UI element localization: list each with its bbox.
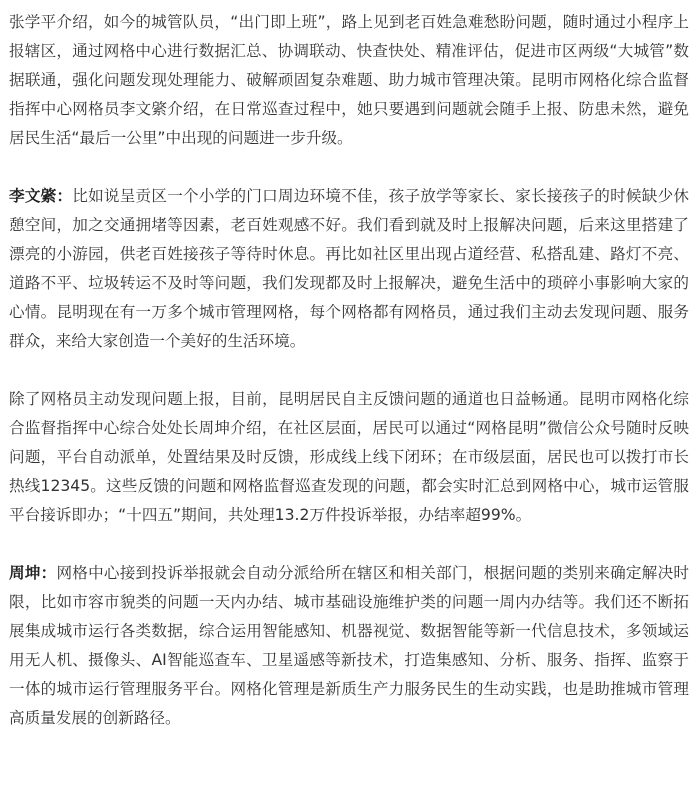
speaker-label: 李文綮： — [9, 187, 73, 205]
paragraph-text: 除了网格员主动发现问题上报，目前，昆明居民自主反馈问题的通道也日益畅通。昆明市网格化综合监督指挥中心综合处处长周坤介绍，在社区层面，居民可以通过“网格昆明”微信公众号随时反映问题，平台自动派单，处置结果及时反馈，形成线上线下闭环；在市级层面，居民也可以拨打市长热线12345。这些反馈的问题和网格监督巡查发现的问题，都会实时汇总到网格中心，城市运管服平台接诉即办；“十四五”期间，共处理13.2万件投诉举报，办结率超99%。 — [9, 390, 689, 524]
paragraph-intro — [9, 8, 689, 153]
paragraph-text: 网格中心接到投诉举报就会自动分派给所在辖区和相关部门，根据问题的类别来确定解决时限，比如市容市貌类的问题一天内办结、城市基础设施维护类的问题一周内办结等。我们还不断拓展集成城市运行各类数据，综合运用智能感知、机器视觉、数据智能等新一代信息技术，多领域运用无人机、摄像头、AI智能巡查车、卫星遥感等新技术，打造集感知、分析、服务、指挥、监察于一体的城市运行管理服务平台。网格化管理是新质生产力服务民生的生动实践，也是助推城市管理高质量发展的创新路径。 — [9, 564, 689, 727]
paragraph-text: 张学平介绍，如今的城管队员，“出门即上班”，路上见到老百姓急难愁盼问题，随时通过小程序上报辖区，通过网格中心进行数据汇总、协调联动、快查快处、精准评估，促进市区两级“大城管”数据联通，强化问题发现处理能力、破解顽固复杂难题、助力城市管理决策。昆明市网格化综合监督指挥中心网格员李文綮介绍，在日常巡查过程中，她只要遇到问题就会随手上报、防患未然，避免居民生活“最后一公里”中出现的问题进一步升级。 — [9, 13, 689, 147]
paragraph-quote-li-wenqi — [9, 182, 689, 356]
paragraph-text: 比如说呈贡区一个小学的门口周边环境不佳，孩子放学等家长、家长接孩子的时候缺少休憩空间，加之交通拥堵等因素，老百姓观感不好。我们看到就及时上报解决问题，后来这里搭建了漂亮的小游园，供老百姓接孩子等待时休息。再比如社区里出现占道经营、私搭乱建、路灯不亮、道路不平、垃圾转运不及时等问题，我们发现都及时上报解决，避免生活中的琐碎小事影响大家的心情。昆明现在有一万多个城市管理网格，每个网格都有网格员，通过我们主动去发现问题、服务群众，来给大家创造一个美好的生活环境。 — [9, 187, 689, 350]
article-body — [9, 8, 689, 733]
speaker-label: 周坤： — [9, 564, 57, 582]
paragraph-feedback-channels — [9, 385, 689, 530]
paragraph-quote-zhou-kun — [9, 559, 689, 733]
